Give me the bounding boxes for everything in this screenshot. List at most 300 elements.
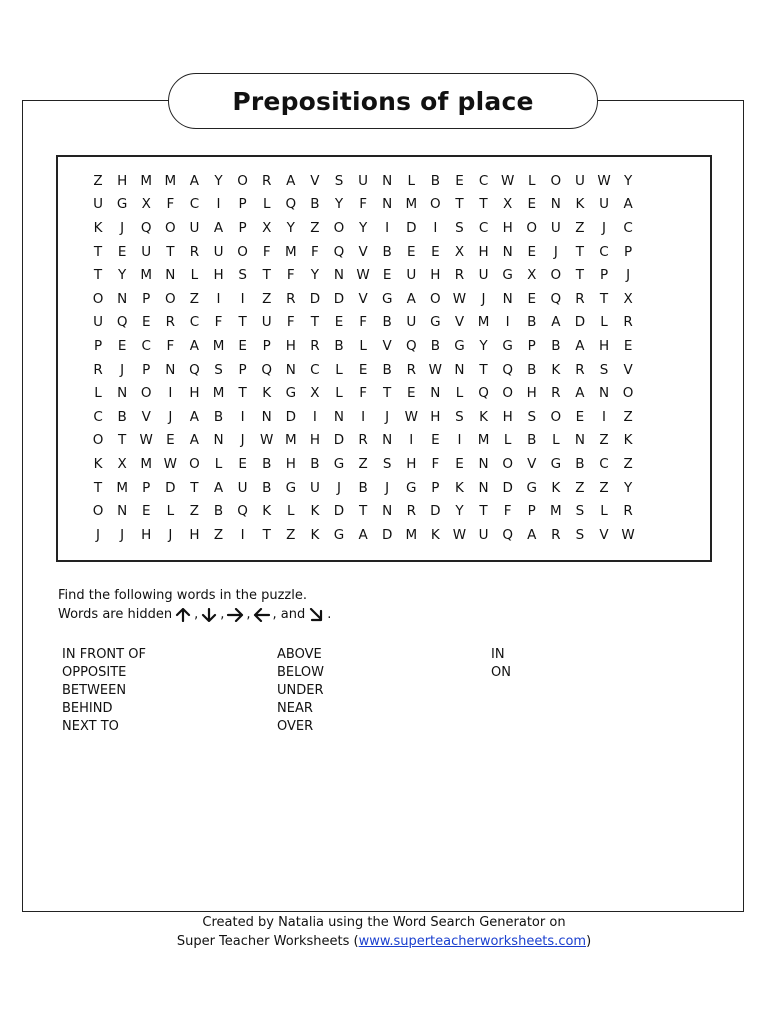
grid-letter: M [116, 479, 128, 496]
grid-letter: Z [189, 503, 200, 520]
grid-letter: T [118, 432, 127, 449]
grid-letter: F [503, 503, 512, 520]
grid-letter: U [478, 526, 489, 543]
separator: , [246, 607, 251, 622]
grid-letter: Q [140, 219, 152, 236]
grid-letter: G [454, 337, 465, 354]
grid-letter: R [286, 290, 296, 307]
grid-letter: S [334, 172, 344, 189]
grid-letter: K [93, 219, 103, 236]
grid-letter: Y [310, 267, 320, 284]
grid-row [86, 287, 640, 311]
grid-letter: H [189, 526, 200, 543]
grid-letter: M [140, 267, 153, 284]
grid-letter: C [623, 219, 633, 236]
grid-letter: U [309, 479, 320, 496]
grid-letter: O [550, 172, 562, 189]
grid-letter: X [454, 243, 465, 260]
grid-letter: K [430, 526, 440, 543]
grid-letter: T [599, 290, 609, 307]
grid-letter: Z [286, 526, 296, 543]
grid-letter: Z [189, 290, 200, 307]
grid-letter: Q [333, 243, 345, 260]
grid-letter: L [335, 385, 343, 402]
grid-letter: E [407, 385, 416, 402]
grid-letter: U [93, 196, 103, 213]
grid-letter: K [262, 503, 272, 520]
grid-letter: Q [237, 503, 248, 520]
grid-letter: S [455, 219, 464, 236]
grid-letter: J [120, 526, 125, 543]
grid-letter: E [166, 432, 175, 449]
grid-letter: C [599, 455, 609, 472]
grid-letter: X [503, 196, 513, 213]
grid-letter: K [623, 432, 633, 449]
grid-letter: V [358, 243, 368, 260]
grid-letter: H [117, 172, 128, 189]
grid-letter: O [92, 503, 104, 520]
grid-letter: N [117, 503, 128, 520]
grid-letter: O [550, 408, 562, 425]
grid-letter: N [574, 432, 585, 449]
grid-letter: O [430, 290, 441, 307]
grid-letter: H [478, 243, 489, 260]
grid-letter: S [599, 361, 609, 378]
grid-letter: O [430, 196, 441, 213]
grid-letter: O [165, 290, 176, 307]
grid-letter: D [333, 290, 345, 307]
grid-letter: R [358, 432, 368, 449]
grid-letter: B [262, 479, 272, 496]
arrow-up-icon [174, 608, 192, 622]
word-item: NEXT TO [62, 719, 119, 734]
grid-letter: C [141, 337, 151, 354]
grid-row [86, 381, 640, 405]
grid-letter: F [166, 337, 175, 354]
grid-letter: G [333, 526, 345, 543]
grid-letter: Q [550, 290, 562, 307]
arrow-down-icon [200, 608, 218, 622]
grid-letter: U [406, 267, 417, 284]
grid-letter: H [141, 526, 152, 543]
grid-letter: U [141, 243, 152, 260]
grid-letter: D [285, 408, 296, 425]
grid-letter: R [406, 361, 416, 378]
grid-letter: M [284, 243, 297, 260]
grid-letter: S [575, 503, 585, 520]
grid-letter: P [238, 196, 247, 213]
grid-letter: B [430, 172, 440, 189]
grid-letter: D [430, 503, 441, 520]
grid-letter: K [262, 385, 272, 402]
grid-letter: B [358, 479, 368, 496]
grid-letter: H [213, 267, 224, 284]
word-item: ABOVE [277, 647, 322, 662]
grid-letter: E [334, 314, 344, 331]
grid-letter: Z [599, 432, 609, 449]
grid-letter: K [310, 503, 320, 520]
grid-letter: R [551, 526, 561, 543]
grid-letter: N [333, 267, 345, 284]
grid-letter: U [93, 314, 103, 331]
word-item: BEHIND [62, 701, 113, 716]
grid-letter: W [500, 172, 515, 189]
grid-letter: B [527, 361, 537, 378]
grid-letter: J [168, 526, 173, 543]
grid-letter: V [527, 455, 537, 472]
grid-letter: A [189, 172, 200, 189]
grid-letter: L [527, 172, 536, 189]
grid-letter: X [117, 455, 127, 472]
arrow-right-icon [226, 608, 244, 622]
grid-row [86, 334, 640, 358]
grid-letter: Y [479, 337, 488, 354]
grid-letter: Q [502, 526, 513, 543]
grid-letter: T [479, 361, 488, 378]
grid-letter: B [382, 361, 392, 378]
grid-letter: R [575, 361, 585, 378]
grid-letter: A [527, 526, 537, 543]
grid-letter: U [406, 314, 417, 331]
grid-letter: V [310, 172, 320, 189]
grid-letter: N [598, 385, 610, 402]
grid-letter: A [189, 432, 200, 449]
grid-letter: P [238, 219, 247, 236]
grid-letter: X [262, 219, 272, 236]
grid-letter: M [212, 337, 225, 354]
title-banner [168, 73, 598, 129]
grid-letter: W [356, 267, 370, 284]
grid-letter: H [430, 267, 441, 284]
grid-letter: X [527, 267, 537, 284]
grid-letter: E [238, 337, 247, 354]
grid-letter: P [527, 337, 536, 354]
grid-letter: F [359, 196, 367, 213]
grid-letter: Z [213, 526, 224, 543]
grid-letter: Z [358, 455, 368, 472]
grid-letter: V [454, 314, 465, 331]
grid-letter: N [285, 361, 296, 378]
grid-letter: I [240, 526, 245, 543]
grid-letter: W [260, 432, 274, 449]
grid-letter: R [189, 243, 200, 260]
grid-letter: C [93, 408, 103, 425]
grid-letter: L [166, 503, 175, 520]
grid-letter: G [502, 337, 513, 354]
grid-letter: A [213, 219, 224, 236]
grid-letter: B [213, 503, 224, 520]
grid-letter: N [382, 196, 393, 213]
instructions-prefix: Words are hidden [58, 607, 173, 622]
grid-letter: I [433, 219, 438, 236]
grid-letter: A [406, 290, 416, 307]
arrow-down-right-icon [307, 608, 325, 622]
grid-letter: S [382, 455, 392, 472]
grid-letter: M [140, 172, 153, 189]
grid-letter: T [93, 243, 103, 260]
grid-letter: I [312, 408, 317, 425]
grid-letter: W [452, 526, 467, 543]
grid-letter: E [527, 290, 536, 307]
grid-letter: I [385, 219, 390, 236]
grid-letter: H [502, 408, 513, 425]
grid-letter: T [383, 385, 392, 402]
grid-letter: B [527, 314, 537, 331]
grid-letter: E [141, 503, 151, 520]
grid-letter: G [116, 196, 128, 213]
grid-letter: E [117, 243, 127, 260]
grid-letter: B [310, 455, 320, 472]
footer-suffix: ) [586, 934, 592, 949]
grid-letter: I [240, 290, 245, 307]
grid-letter: F [166, 196, 175, 213]
website-link[interactable]: www.superteacherworksheets.com [358, 934, 587, 949]
grid-letter: H [430, 408, 441, 425]
grid-letter: M [140, 455, 153, 472]
grid-letter: G [381, 290, 393, 307]
grid-letter: X [141, 196, 151, 213]
grid-letter: A [551, 314, 561, 331]
instructions-line-1: Find the following words in the puzzle. [58, 588, 307, 603]
grid-letter: L [407, 172, 416, 189]
grid-letter: X [310, 385, 320, 402]
footer-line-1: Created by Natalia using the Word Search Generator on [202, 915, 566, 930]
grid-letter: J [96, 526, 101, 543]
grid-letter: I [216, 196, 221, 213]
grid-letter: C [189, 196, 200, 213]
grid-letter: Q [285, 196, 297, 213]
grid-letter: L [335, 361, 343, 378]
grid-letter: S [527, 408, 537, 425]
grid-letter: B [575, 455, 585, 472]
grid-letter: U [550, 219, 561, 236]
grid-letter: O [92, 290, 104, 307]
grid-letter: L [262, 196, 271, 213]
grid-letter: D [309, 290, 321, 307]
grid-letter: M [550, 503, 562, 520]
grid-letter: I [409, 432, 414, 449]
grid-letter: O [237, 243, 248, 260]
grid-letter: N [430, 385, 441, 402]
page-title: Prepositions of place [232, 86, 534, 116]
grid-letter: E [382, 267, 392, 284]
grid-letter: J [481, 290, 486, 307]
grid-letter: B [310, 196, 320, 213]
grid-letter: N [382, 432, 393, 449]
separator: , and [272, 607, 306, 622]
grid-letter: Y [214, 172, 223, 189]
grid-letter: W [597, 172, 611, 189]
grid-letter: E [455, 455, 464, 472]
grid-letter: T [358, 503, 368, 520]
grid-row [86, 193, 640, 217]
grid-letter: K [455, 479, 464, 496]
grid-letter: M [164, 172, 177, 189]
grid-letter: L [94, 385, 102, 402]
grid-row [86, 358, 640, 382]
grid-letter: Z [575, 219, 585, 236]
grid-row [86, 452, 640, 476]
grid-letter: A [623, 196, 633, 213]
grid-letter: K [310, 526, 320, 543]
grid-letter: F [214, 314, 223, 331]
grid-letter: Z [93, 172, 103, 189]
grid-letter: C [478, 172, 489, 189]
grid-letter: U [478, 267, 489, 284]
grid-letter: D [574, 314, 586, 331]
grid-row [86, 311, 640, 335]
grid-letter: L [552, 432, 560, 449]
grid-letter: I [361, 408, 366, 425]
grid-letter: Z [623, 408, 633, 425]
grid-row [86, 476, 640, 500]
grid-letter: M [477, 432, 490, 449]
grid-letter: N [454, 361, 465, 378]
grid-letter: O [333, 219, 345, 236]
grid-letter: N [261, 408, 272, 425]
word-item: IN FRONT OF [62, 647, 146, 662]
grid-letter: E [527, 196, 536, 213]
grid-letter: U [261, 314, 272, 331]
grid-letter: N [550, 196, 561, 213]
grid-letter: S [238, 267, 247, 284]
grid-letter: P [262, 337, 271, 354]
grid-letter: T [238, 314, 247, 331]
grid-letter: Z [575, 479, 585, 496]
grid-letter: J [385, 479, 390, 496]
grid-letter: R [551, 385, 561, 402]
grid-letter: R [623, 314, 633, 331]
grid-letter: E [407, 243, 416, 260]
grid-letter: W [621, 526, 635, 543]
grid-letter: T [575, 243, 585, 260]
grid-letter: H [285, 455, 296, 472]
grid-letter: N [382, 503, 393, 520]
grid-letter: H [406, 455, 417, 472]
word-item: OPPOSITE [62, 665, 127, 680]
grid-letter: F [311, 243, 319, 260]
word-item: NEAR [277, 701, 313, 716]
grid-letter: J [120, 361, 125, 378]
grid-letter: Z [623, 455, 633, 472]
word-list-column-3 [491, 646, 511, 682]
grid-letter: S [214, 361, 223, 378]
grid-letter: V [599, 526, 609, 543]
grid-letter: Y [455, 503, 464, 520]
grid-letter: Y [623, 172, 633, 189]
grid-letter: L [600, 314, 608, 331]
grid-letter: T [455, 196, 464, 213]
grid-letter: Z [310, 219, 320, 236]
word-search-grid [86, 169, 640, 547]
grid-letter: B [382, 314, 392, 331]
grid-row [86, 523, 640, 547]
grid-letter: J [385, 408, 390, 425]
grid-letter: W [163, 455, 177, 472]
grid-letter: T [310, 314, 320, 331]
word-item: ON [491, 665, 511, 680]
footer-prefix: Super Teacher Worksheets ( [176, 934, 359, 949]
grid-letter: K [93, 455, 103, 472]
grid-letter: G [285, 385, 297, 402]
word-item: BETWEEN [62, 683, 127, 698]
grid-letter: U [574, 172, 585, 189]
footer [0, 913, 768, 951]
grid-letter: T [238, 385, 247, 402]
grid-letter: N [165, 361, 176, 378]
grid-letter: A [213, 479, 224, 496]
period: . [327, 607, 332, 622]
grid-letter: D [165, 479, 176, 496]
grid-letter: I [216, 290, 221, 307]
instructions [58, 586, 331, 624]
grid-letter: H [309, 432, 320, 449]
grid-letter: L [214, 455, 223, 472]
grid-letter: Q [261, 361, 273, 378]
grid-letter: F [359, 385, 367, 402]
grid-letter: F [262, 243, 271, 260]
grid-letter: P [624, 243, 633, 260]
grid-letter: M [212, 385, 225, 402]
grid-letter: P [431, 479, 440, 496]
grid-letter: H [598, 337, 610, 354]
grid-letter: N [117, 385, 128, 402]
grid-letter: C [189, 314, 200, 331]
grid-letter: K [575, 196, 585, 213]
word-list-column-2 [277, 646, 324, 736]
grid-letter: G [526, 479, 537, 496]
grid-letter: O [237, 172, 248, 189]
grid-letter: G [406, 479, 417, 496]
grid-letter: P [527, 503, 536, 520]
grid-letter: C [599, 243, 609, 260]
grid-letter: D [381, 526, 393, 543]
grid-letter: R [406, 503, 416, 520]
grid-letter: B [213, 408, 224, 425]
grid-letter: H [189, 385, 200, 402]
grid-letter: L [455, 385, 464, 402]
grid-letter: E [623, 337, 633, 354]
word-item: UNDER [277, 683, 324, 698]
grid-letter: D [502, 479, 513, 496]
word-item: BELOW [277, 665, 324, 680]
grid-letter: F [286, 314, 295, 331]
grid-letter: N [213, 432, 224, 449]
grid-letter: P [599, 267, 609, 284]
grid-row [86, 429, 640, 453]
grid-letter: B [551, 337, 561, 354]
grid-row [86, 263, 640, 287]
grid-letter: B [262, 455, 272, 472]
grid-letter: Q [478, 385, 489, 402]
grid-letter: P [238, 361, 247, 378]
grid-letter: T [262, 526, 271, 543]
grid-row [86, 240, 640, 264]
grid-letter: Q [189, 361, 200, 378]
grid-letter: Z [599, 479, 609, 496]
grid-letter: U [237, 479, 248, 496]
grid-letter: V [623, 361, 633, 378]
grid-letter: N [333, 408, 345, 425]
grid-letter: B [527, 432, 537, 449]
grid-letter: L [600, 503, 608, 520]
grid-letter: M [405, 196, 418, 213]
grid-letter: W [139, 432, 153, 449]
grid-letter: P [93, 337, 103, 354]
grid-letter: G [333, 455, 345, 472]
grid-letter: T [166, 243, 175, 260]
grid-letter: D [406, 219, 417, 236]
